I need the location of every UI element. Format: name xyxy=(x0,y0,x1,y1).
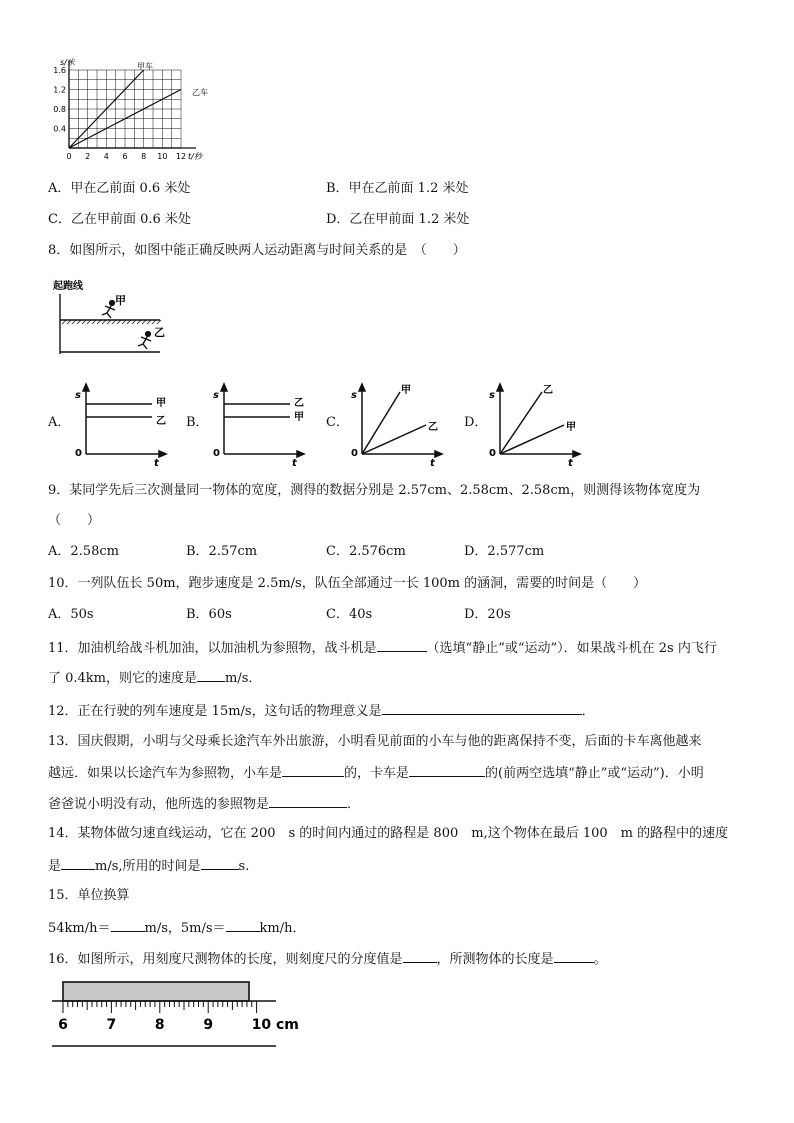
q13-line2 xyxy=(48,763,704,783)
q10-option-a: A．50s xyxy=(48,607,94,622)
runner-yi-icon xyxy=(138,332,151,349)
q15-line xyxy=(48,918,306,938)
q10-option-d: D．20s xyxy=(464,607,511,622)
ruler-diagram xyxy=(44,980,304,1052)
q10-stem: 10．一列队伍长 50m，跑步速度是 2.5m/s，队伍全部通过一长 100m 的涵洞，需要的时间是（ ） xyxy=(48,576,647,591)
q8-option-c-label: C． xyxy=(326,415,349,430)
q13-blank-2[interactable] xyxy=(409,763,485,777)
q15-blank-2[interactable] xyxy=(226,918,260,932)
q7-option-a: A．甲在乙前面 0.6 米处 xyxy=(48,181,191,196)
axis-origin: 0 xyxy=(75,448,82,459)
x-tick-label: 0 xyxy=(66,152,72,161)
start-line-label: 起跑线 xyxy=(53,281,83,292)
measured-object xyxy=(63,982,249,1001)
q10-option-b: B．60s xyxy=(186,607,232,622)
q12-text-2: ． xyxy=(581,704,595,719)
ruler-ticks xyxy=(63,1001,257,1013)
q8-stem: 8．如图所示，如图中能正确反映两人运动距离与时间关系的是 （ ） xyxy=(48,243,466,258)
q8-option-a-label: A． xyxy=(48,415,71,430)
q9-option-a: A．2.58cm xyxy=(48,544,119,559)
x-tick-label: 6 xyxy=(122,152,128,161)
q11-line1 xyxy=(48,638,717,658)
axis-origin: 0 xyxy=(213,448,220,459)
q13-text-5: ． xyxy=(347,797,361,812)
y-tick-label: 0.4 xyxy=(53,124,66,134)
x-tick-label: 10 xyxy=(157,152,168,161)
graph-grid xyxy=(69,60,196,148)
q11-text-1: 11．加油机给战斗机加油，以加油机为参照物，战斗机是 xyxy=(48,641,377,656)
graph-ylabel: s/米 xyxy=(60,58,75,67)
q15-text-2: m/s，5m/s＝ xyxy=(144,921,226,936)
q14-line1: 14．某物体做匀速直线运动，它在 200 s 的时间内通过的路程是 800 m,这个物体在最后 100 m 的路程中的速度 xyxy=(48,826,729,841)
q8-option-a-graph xyxy=(70,382,170,466)
q13-line1: 13．国庆假期，小明与父母乘长途汽车外出旅游，小明看见前面的小车与他的距离保持不变，后面的卡车离他越来 xyxy=(48,734,702,749)
q9-stem-line2: （ ） xyxy=(48,513,101,528)
runner-jia-icon xyxy=(102,301,115,318)
line-label-jia: 甲 xyxy=(294,412,304,423)
distance-time-graph xyxy=(44,56,214,166)
line-label-jia: 甲 xyxy=(156,398,166,409)
q9-option-c: C．2.576cm xyxy=(326,544,406,559)
q7-option-c: C．乙在甲前面 0.6 米处 xyxy=(48,212,191,227)
q7-option-d: D．乙在甲前面 1.2 米处 xyxy=(326,212,470,227)
q13-text-4: 爸爸说小明没有动，他所选的参照物是 xyxy=(48,797,270,812)
axis-s: s xyxy=(489,390,495,401)
axis-s: s xyxy=(351,390,357,401)
q13-text-1: 越远．如果以长途汽车为参照物，小车是 xyxy=(48,766,283,781)
axis-t: t xyxy=(292,458,297,466)
y-tick-label: 0.8 xyxy=(53,105,66,114)
axis-t: t xyxy=(568,458,573,466)
q13-blank-1[interactable] xyxy=(282,763,344,777)
q12-line xyxy=(48,701,595,721)
y-tick-label: 1.2 xyxy=(53,85,66,95)
axis-origin: 0 xyxy=(351,448,358,459)
q10-option-c: C．40s xyxy=(326,607,373,622)
x-tick-label: 2 xyxy=(85,152,91,161)
q13-line3 xyxy=(48,794,360,814)
q16-blank-2[interactable] xyxy=(554,949,594,963)
q8-option-b-graph xyxy=(208,382,308,466)
q14-line2 xyxy=(48,856,249,876)
q11-blank-1[interactable] xyxy=(377,638,427,652)
q16-line xyxy=(48,949,607,969)
y-tick-label: 1.6 xyxy=(53,66,66,75)
runner-jia-label: 甲 xyxy=(115,294,126,307)
line-label-yi: 乙 xyxy=(428,422,438,433)
q9-stem-line1: 9．某同学先后三次测量同一物体的宽度，测得的数据分别是 2.57cm、2.58cm、2.58cm，则测得该物体宽度为 xyxy=(48,483,701,498)
q15-blank-1[interactable] xyxy=(111,918,145,932)
q15-text-1: 54km/h＝ xyxy=(48,921,111,936)
q12-text-1: 12．正在行驶的列车速度是 15m/s，这句话的物理意义是 xyxy=(48,704,382,719)
q15-text-3: km/h． xyxy=(259,921,306,936)
ruler-label: 8 xyxy=(154,1017,165,1033)
q12-blank[interactable] xyxy=(382,701,582,715)
graph-y-ticks xyxy=(53,66,66,134)
q14-text-2: m/s,所用的时间是 xyxy=(95,859,201,874)
ruler-label: 9 xyxy=(203,1017,214,1033)
q7-option-b: B．甲在乙前面 1.2 米处 xyxy=(326,181,469,196)
q15-title: 15．单位换算 xyxy=(48,888,130,903)
q8-track-diagram xyxy=(50,276,180,360)
q9-option-b: B．2.57cm xyxy=(186,544,258,559)
line-label-yi: 乙 xyxy=(294,398,304,409)
q11-blank-2[interactable] xyxy=(197,668,225,682)
q9-option-d: D．2.577cm xyxy=(464,544,545,559)
q16-blank-1[interactable] xyxy=(403,949,437,963)
q8-option-c-graph xyxy=(346,382,446,466)
x-tick-label: 8 xyxy=(141,152,147,161)
q11-line2 xyxy=(48,668,261,688)
runner-yi-label: 乙 xyxy=(154,326,165,339)
q8-option-d-label: D． xyxy=(464,415,488,430)
line-label-yi: 乙 xyxy=(156,416,166,427)
q13-text-3: 的(前两空选填“静止”或“运动”)．小明 xyxy=(485,766,704,781)
q14-blank-1[interactable] xyxy=(61,856,95,870)
line-label-jia: 甲 xyxy=(566,422,576,433)
axis-t: t xyxy=(430,458,435,466)
q14-text-1: 是 xyxy=(48,859,62,874)
q16-text-1: 16．如图所示，用刻度尺测物体的长度，则刻度尺的分度值是 xyxy=(48,952,403,967)
q11-text-3: 了 0.4km，则它的速度是 xyxy=(48,671,198,686)
axis-origin: 0 xyxy=(489,448,496,459)
q16-text-3: 。 xyxy=(593,952,607,967)
axis-s: s xyxy=(75,390,81,401)
graph-xlabel: t/秒 xyxy=(188,152,202,161)
q13-blank-3[interactable] xyxy=(269,794,347,808)
ruler-label: 10 cm xyxy=(251,1017,299,1033)
graph-line-a-label: 甲车 xyxy=(137,62,153,71)
q16-text-2: ，所测物体的长度是 xyxy=(436,952,554,967)
q13-text-2: 的，卡车是 xyxy=(344,766,410,781)
q14-blank-2[interactable] xyxy=(201,856,239,870)
line-label-jia: 甲 xyxy=(401,385,411,396)
q14-text-3: s. xyxy=(238,859,250,874)
axis-s: s xyxy=(213,390,219,401)
q8-option-d-graph xyxy=(484,382,584,466)
q11-text-4: m/s． xyxy=(225,671,262,686)
axis-t: t xyxy=(154,458,159,466)
ruler-labels xyxy=(58,1017,299,1033)
x-tick-label: 4 xyxy=(103,152,109,161)
q8-option-b-label: B． xyxy=(186,415,209,430)
q11-text-2: （选填“静止”或“运动”）．如果战斗机在 2s 内飞行 xyxy=(426,641,717,656)
graph-line-b-label: 乙车 xyxy=(192,88,208,97)
graph-x-ticks xyxy=(66,152,186,161)
ruler-label: 6 xyxy=(58,1017,68,1033)
line-label-yi: 乙 xyxy=(543,385,553,396)
x-tick-label: 12 xyxy=(175,152,187,161)
ruler-label: 7 xyxy=(106,1017,117,1033)
